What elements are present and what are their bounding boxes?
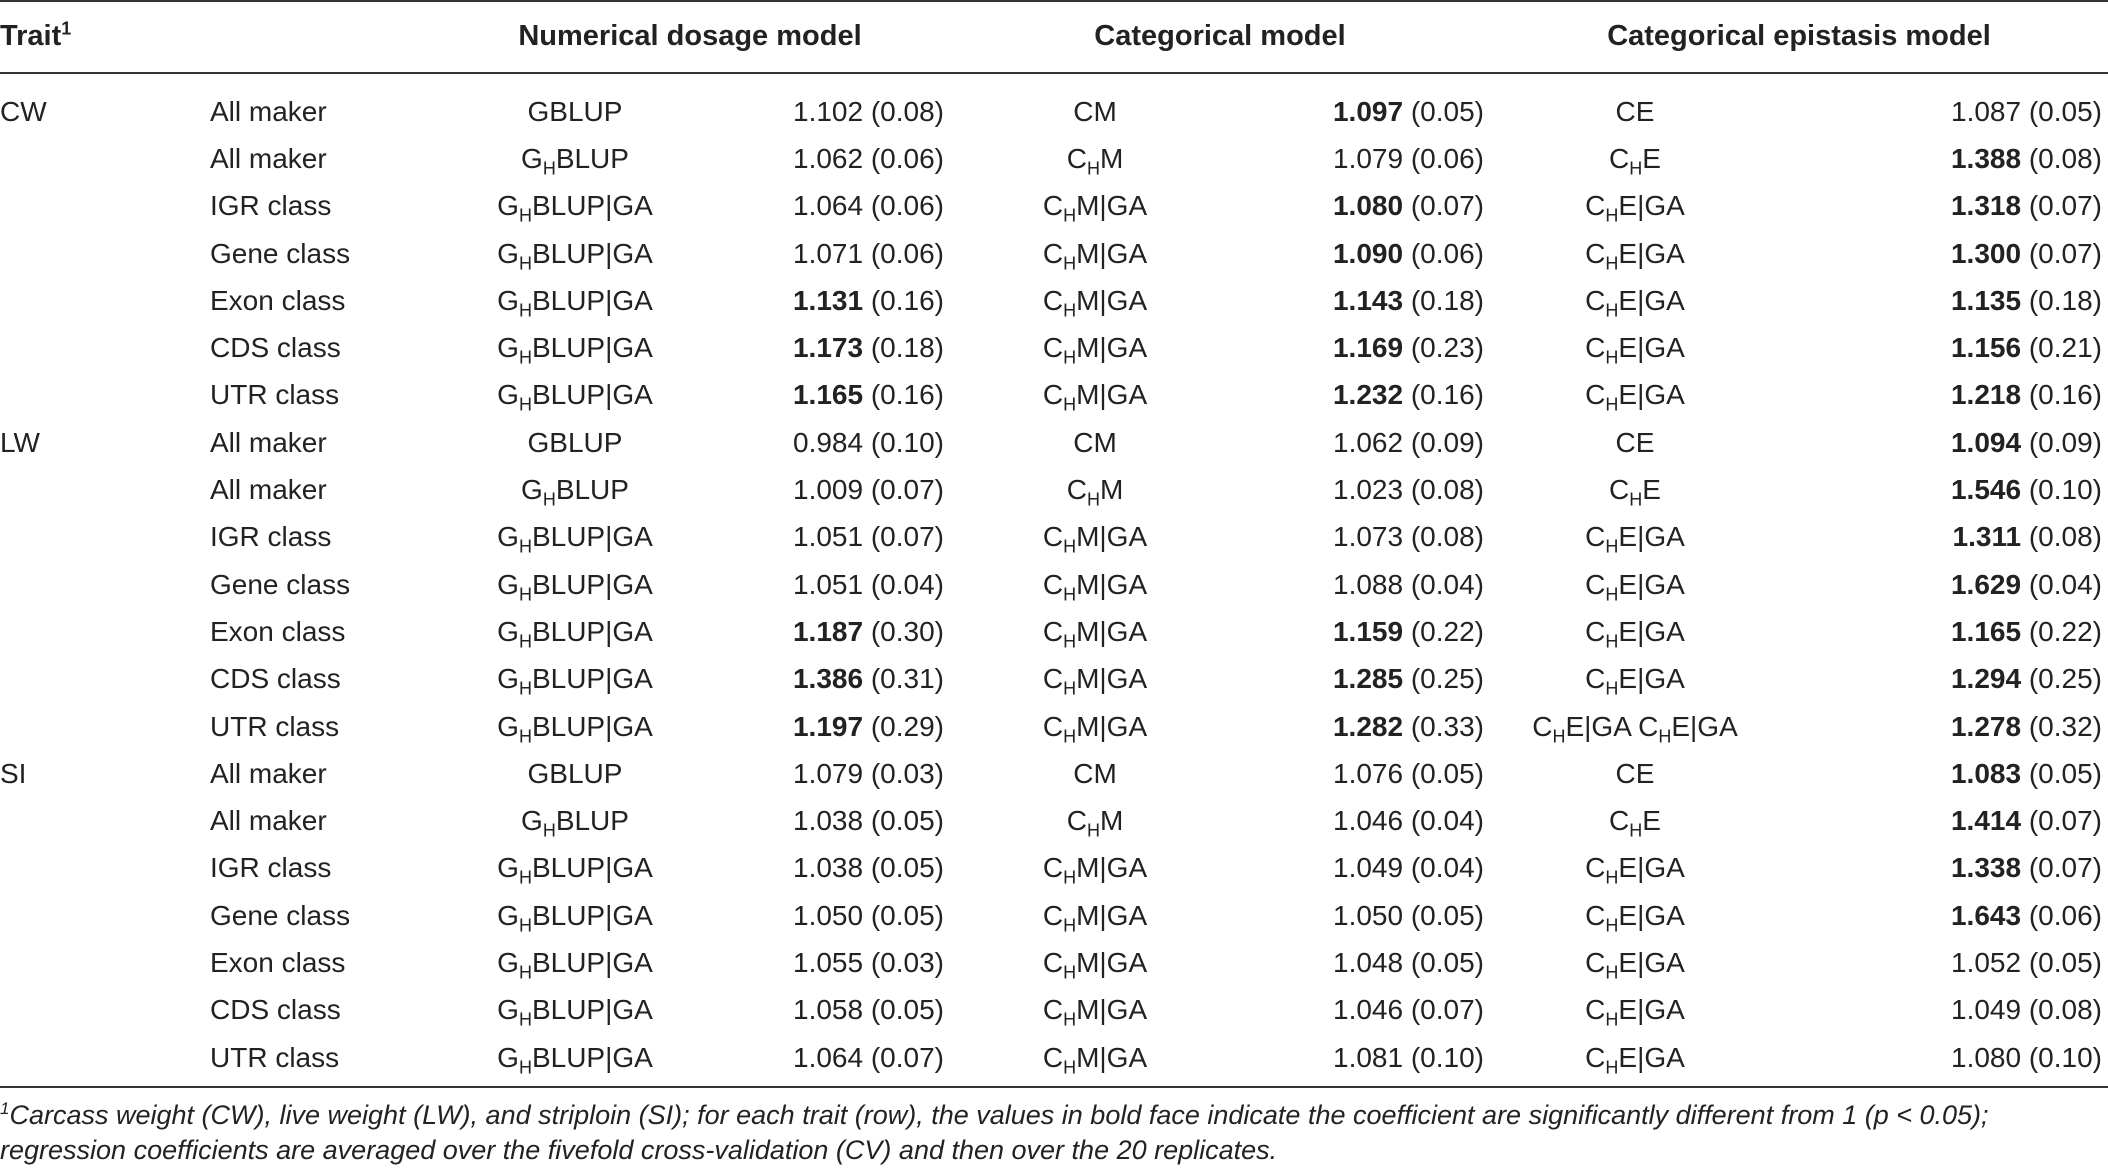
trait-cell [0,183,210,230]
model-name: $G_HBLUP$ [521,805,629,841]
trait-cell: CW [0,95,47,127]
table-row [0,1034,2108,1081]
model-name: $C_HM$ [1066,805,1124,841]
coefficient-value: 1.102 (0.08) [793,95,944,127]
coefficient-value: 1.414 (0.07) [1950,805,2102,837]
model-name: CE [1615,757,1655,789]
coefficient-value: 0.984 (0.10) [793,426,944,458]
table-row [0,845,2108,892]
marker-class-cell: IGR class [210,190,332,222]
coefficient-value: 1.023 (0.08) [1333,474,1484,506]
coefficient-value: 1.159 (0.22) [1332,615,1484,647]
marker-class-cell: IGR class [210,852,332,884]
model-name: $C_HE|GA$ [1585,994,1685,1030]
model-name: $G_HBLUP$ [521,142,629,179]
trait-cell [0,1034,210,1081]
coefficient-value: 1.318 (0.07) [1950,190,2102,222]
coefficient-value: 1.197 (0.29) [792,710,944,742]
coefficient-value: 1.073 (0.08) [1333,521,1484,553]
trait-cell [0,656,210,703]
model-name: GBLUP [527,757,623,789]
coefficient-value: 1.386 (0.31) [792,663,944,695]
coefficient-value: 1.388 (0.08) [1950,142,2102,174]
coefficient-value: 1.050 (0.05) [1333,899,1484,931]
coefficient-value: 1.046 (0.07) [1333,994,1484,1026]
table-row [0,703,2108,750]
table-row [0,73,2108,135]
model-name: $C_HM|GA$ [1042,332,1148,368]
model-name: $C_HM|GA$ [1042,568,1148,605]
table-row [0,419,2108,466]
marker-class-cell: Exon class [210,615,346,647]
marker-class-cell: All maker [210,805,327,837]
model-name: CE [1615,426,1655,458]
model-name: $C_HE$ [1609,142,1661,179]
trait-cell [0,561,210,608]
table-body [0,73,2108,1081]
table-row [0,987,2108,1034]
model-name: $G_HBLUP|GA$ [497,284,653,321]
coefficient-value: 1.079 (0.03) [793,757,944,789]
model-name: $G_HBLUP$ [521,474,629,510]
table-bottom-rule [0,1086,2108,1088]
coefficient-value: 1.087 (0.05) [1951,95,2102,127]
coefficient-value: 1.079 (0.06) [1333,142,1484,174]
coefficient-value: 1.038 (0.05) [793,805,944,837]
marker-class-cell: IGR class [210,521,332,553]
coefficient-value: 1.218 (0.16) [1950,379,2102,411]
model-name: $C_HM|GA$ [1042,379,1148,416]
marker-class-cell: Exon class [210,946,346,978]
coefficient-value: 1.071 (0.06) [793,237,944,269]
table-footnote: $^1$Carcass weight (CW), live weight (LW), and striploin (SI); for each trait (row), the values in bold face indicate the coefficient are significantly different from 1 (p < 0.05); regression coefficients are averaged over the fivefold cross-validation (CV) and then over the 20 replicates. [0,1099,1989,1165]
model-name: $C_HM|GA$ [1042,615,1148,652]
table-row [0,230,2108,277]
table-row [0,277,2108,324]
coefficient-value: 1.643 (0.06) [1950,899,2102,931]
model-name: CM [1073,426,1117,458]
model-name: $G_HBLUP|GA$ [497,663,653,699]
table-row [0,514,2108,561]
marker-class-cell: Gene class [210,899,351,931]
coefficient-value: 1.131 (0.16) [792,284,944,316]
trait-cell [0,797,210,844]
model-name: $G_HBLUP|GA$ [497,1041,653,1078]
model-name: $C_HM|GA$ [1042,710,1148,747]
model-name: $G_HBLUP|GA$ [497,190,653,226]
marker-class-cell: UTR class [210,379,340,411]
model-name: $G_HBLUP|GA$ [497,852,653,888]
coefficient-value: 1.097 (0.05) [1332,95,1484,127]
marker-class-cell: All maker [210,95,327,127]
table-row [0,608,2108,655]
trait-cell [0,987,210,1034]
model-name: $C_HM|GA$ [1042,899,1148,936]
coefficient-value: 1.051 (0.04) [793,568,944,600]
coefficient-value: 1.300 (0.07) [1950,237,2102,269]
model-name: $C_HE|GA$ [1585,663,1685,699]
trait-cell [0,514,210,561]
table-header-row [0,0,2108,73]
model-name: $C_HM$ [1066,142,1124,179]
marker-class-cell: UTR class [210,1041,340,1073]
model-name: $C_HM$ [1066,474,1124,510]
coefficient-value: 1.009 (0.07) [793,474,944,506]
table-row [0,656,2108,703]
coefficient-value: 1.048 (0.05) [1333,946,1484,978]
header-numerical-dosage-model: Numerical dosage model [430,0,950,73]
model-name: $C_HM|GA$ [1042,284,1148,321]
header-trait: Trait$^1$ [0,0,210,73]
model-name: $G_HBLUP|GA$ [497,332,653,368]
coefficient-value: 1.173 (0.18) [792,332,944,364]
marker-class-cell: All maker [210,757,327,789]
model-name: $C_HE|GA$ [1585,284,1685,321]
coefficient-value: 1.278 (0.32) [1950,710,2102,742]
model-name: $C_HE|GA$ $C_HE|GA$ [1532,710,1738,747]
model-name: $G_HBLUP|GA$ [497,379,653,416]
table-row [0,561,2108,608]
coefficient-value: 1.232 (0.16) [1332,379,1484,411]
model-name: $G_HBLUP|GA$ [497,710,653,747]
table-row [0,135,2108,182]
model-name: $C_HM|GA$ [1042,994,1148,1030]
model-name: $G_HBLUP|GA$ [497,568,653,605]
coefficient-value: 1.294 (0.25) [1950,663,2102,695]
model-name: $G_HBLUP|GA$ [497,946,653,983]
model-name: $C_HE|GA$ [1585,568,1685,605]
coefficient-value: 1.083 (0.05) [1950,757,2102,789]
coefficient-value: 1.187 (0.30) [792,615,944,647]
coefficient-value: 1.058 (0.05) [793,994,944,1026]
model-name: $C_HE|GA$ [1585,899,1685,936]
model-name: $G_HBLUP|GA$ [497,899,653,936]
model-name: GBLUP [527,95,623,127]
model-name: $C_HM|GA$ [1042,521,1148,557]
coefficient-value: 1.285 (0.25) [1332,663,1484,695]
coefficient-value: 1.546 (0.10) [1950,474,2102,506]
model-name: CE [1615,95,1655,127]
coefficient-value: 1.629 (0.04) [1950,568,2102,600]
coefficient-value: 1.311 (0.08) [1952,521,2102,553]
marker-class-cell: CDS class [210,663,341,695]
coefficient-value: 1.338 (0.07) [1950,852,2102,884]
coefficient-value: 1.076 (0.05) [1333,757,1484,789]
model-name: $G_HBLUP|GA$ [497,521,653,557]
coefficient-value: 1.165 (0.22) [1950,615,2102,647]
coefficient-value: 1.282 (0.33) [1332,710,1484,742]
model-name: GBLUP [527,426,623,458]
coefficient-value: 1.156 (0.21) [1950,332,2102,364]
trait-cell: LW [0,426,40,458]
coefficient-value: 1.165 (0.16) [792,379,944,411]
trait-cell [0,608,210,655]
marker-class-cell: All maker [210,142,327,174]
model-name: $C_HM|GA$ [1042,1041,1148,1078]
coefficient-value: 1.080 (0.07) [1332,190,1484,222]
coefficient-value: 1.080 (0.10) [1951,1041,2102,1073]
marker-class-cell: Gene class [210,568,351,600]
coefficient-value: 1.050 (0.05) [793,899,944,931]
model-name: $G_HBLUP|GA$ [497,615,653,652]
coefficient-value: 1.088 (0.04) [1333,568,1484,600]
model-name: $C_HE|GA$ [1585,190,1685,226]
model-name: $C_HM|GA$ [1042,852,1148,888]
coefficient-value: 1.062 (0.06) [793,142,944,174]
marker-class-cell: All maker [210,426,327,458]
model-name: $G_HBLUP|GA$ [497,994,653,1030]
trait-cell [0,372,210,419]
header-categorical-epistasis-model: Categorical epistasis model [1490,0,2108,73]
trait-cell [0,324,210,371]
table-row [0,183,2108,230]
coefficient-value: 1.055 (0.03) [793,946,944,978]
coefficient-value: 1.049 (0.08) [1951,994,2102,1026]
table-row [0,939,2108,986]
model-name: $C_HE|GA$ [1585,379,1685,416]
model-name: $G_HBLUP|GA$ [497,237,653,274]
trait-cell: SI [0,757,27,789]
coefficient-value: 1.049 (0.04) [1333,852,1484,884]
table-row [0,466,2108,513]
model-name: $C_HE|GA$ [1585,852,1685,888]
trait-cell [0,230,210,277]
coefficient-value: 1.094 (0.09) [1950,426,2102,458]
marker-class-cell: CDS class [210,994,341,1026]
trait-cell [0,845,210,892]
marker-class-cell: UTR class [210,710,340,742]
coefficient-value: 1.051 (0.07) [793,521,944,553]
trait-cell [0,135,210,182]
table-row [0,324,2108,371]
coefficient-value: 1.062 (0.09) [1333,426,1484,458]
model-name: $C_HE|GA$ [1585,946,1685,983]
trait-cell [0,277,210,324]
table-row [0,372,2108,419]
marker-class-cell: All maker [210,474,327,506]
header-categorical-model: Categorical model [950,0,1490,73]
marker-class-cell: Exon class [210,284,346,316]
model-name: $C_HM|GA$ [1042,663,1148,699]
model-name: $C_HM|GA$ [1042,237,1148,274]
coefficient-value: 1.169 (0.23) [1332,332,1484,364]
model-name: $C_HE$ [1609,805,1661,841]
model-name: $C_HM|GA$ [1042,190,1148,226]
trait-cell [0,703,210,750]
trait-cell [0,466,210,513]
model-name: $C_HE|GA$ [1585,1041,1685,1078]
coefficient-value: 1.052 (0.05) [1951,946,2102,978]
coefficient-value: 1.081 (0.10) [1333,1041,1484,1073]
trait-cell [0,939,210,986]
model-name: CM [1073,757,1117,789]
coefficient-value: 1.046 (0.04) [1333,805,1484,837]
model-name: $C_HE|GA$ [1585,521,1685,557]
model-name: $C_HM|GA$ [1042,946,1148,983]
trait-cell [0,892,210,939]
coefficient-value: 1.143 (0.18) [1332,284,1484,316]
table-row [0,797,2108,844]
coefficient-value: 1.090 (0.06) [1332,237,1484,269]
table-row [0,892,2108,939]
marker-class-cell: Gene class [210,237,351,269]
coefficient-value: 1.064 (0.07) [793,1041,944,1073]
model-name: $C_HE|GA$ [1585,332,1685,368]
model-name: $C_HE|GA$ [1585,237,1685,274]
coefficient-value: 1.064 (0.06) [793,190,944,222]
coefficient-value: 1.135 (0.18) [1950,284,2102,316]
coefficient-value: 1.038 (0.05) [793,852,944,884]
table-row [0,750,2108,797]
model-name: $C_HE|GA$ [1585,615,1685,652]
model-name: CM [1073,95,1117,127]
marker-class-cell: CDS class [210,332,341,364]
model-name: $C_HE$ [1609,474,1661,510]
